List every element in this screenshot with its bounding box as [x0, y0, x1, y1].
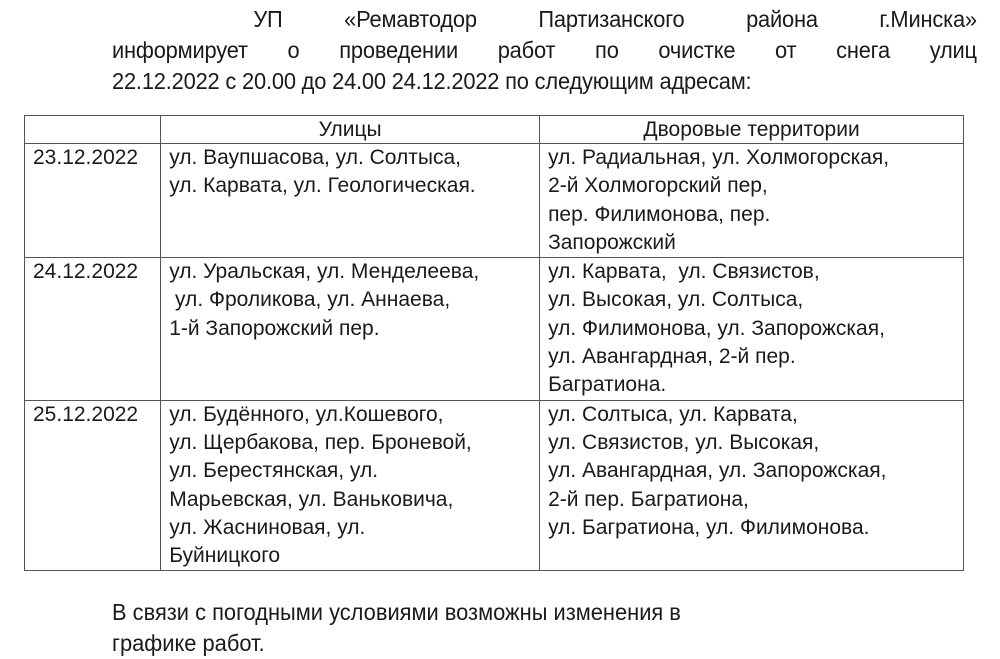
street-line: ул. Уральская, ул. Менделеева, [169, 260, 480, 284]
street-line: Буйницкого [169, 544, 281, 568]
yard-line: ул. Высокая, ул. Солтыса, [548, 288, 804, 312]
header-streets: Улицы [161, 116, 540, 144]
yard-line: ул. Карвата, ул. Связистов, [548, 260, 820, 284]
yard-line: 2-й Холмогорский пер, [548, 174, 768, 198]
street-line: ул. Фроликова, ул. Аннаева, [169, 288, 451, 312]
row-streets [161, 400, 540, 571]
intro-line-2: информирует о проведении работ по очистке от снега улиц [112, 37, 977, 63]
footer-line-1: В связи с погодными условиями возможны изменения в [112, 599, 681, 625]
date-text: 25.12.2022 [33, 402, 139, 426]
row-streets [161, 258, 540, 400]
street-line: ул. Будённого, ул.Кошевого, [169, 402, 444, 426]
street-line: ул. Щербакова, пер. Броневой, [169, 430, 472, 454]
row-streets [161, 144, 540, 258]
yard-line: 2-й пер. Багратиона, [548, 487, 749, 511]
yard-line: ул. Солтыса, ул. Карвата, [548, 402, 798, 426]
street-line: ул. Жасниновая, ул. [169, 515, 366, 539]
row-date [25, 258, 161, 400]
table-row [25, 400, 964, 571]
row-yards [540, 400, 964, 571]
table-row [25, 144, 964, 258]
notice-intro [112, 4, 977, 97]
footer-line-2: графике работ. [112, 630, 265, 656]
date-text: 23.12.2022 [33, 146, 139, 169]
yard-line: ул. Авангардная, 2-й пер. [548, 345, 796, 369]
header-yards: Дворовые территории [540, 116, 964, 144]
row-date [25, 144, 161, 258]
yard-line: ул. Авангардная, ул. Запорожская, [548, 459, 887, 483]
yard-line: Багратиона. [548, 373, 667, 397]
table-header-row [25, 116, 964, 144]
street-line: ул. Ваупшасова, ул. Солтыса, [169, 146, 462, 169]
yard-line: ул. Филимонова, ул. Запорожская, [548, 316, 885, 340]
header-date [25, 116, 161, 144]
snow-clearing-schedule-table [24, 115, 964, 571]
intro-line-3: 22.12.2022 с 20.00 до 24.00 24.12.2022 по следующим адресам: [112, 68, 752, 94]
notice-footer [112, 597, 681, 659]
row-date [25, 400, 161, 571]
street-line: 1-й Запорожский пер. [169, 316, 380, 340]
table-row [25, 258, 964, 400]
date-text: 24.12.2022 [33, 260, 139, 284]
street-line: ул. Берестянская, ул. [169, 459, 379, 483]
yard-line: ул. Радиальная, ул. Холмогорская, [548, 146, 890, 169]
street-line: Марьевская, ул. Ваньковича, [169, 487, 454, 511]
row-yards [540, 144, 964, 258]
street-line: ул. Карвата, ул. Геологическая. [169, 174, 476, 198]
yard-line: ул. Багратиона, ул. Филимонова. [548, 515, 870, 539]
row-yards [540, 258, 964, 400]
intro-line-1: УП «Ремавтодор Партизанского района г.Минска» [253, 6, 977, 32]
yard-line: пер. Филимонова, пер. [548, 202, 771, 226]
yard-line: ул. Связистов, ул. Высокая, [548, 430, 820, 454]
yard-line: Запорожский [548, 230, 676, 254]
